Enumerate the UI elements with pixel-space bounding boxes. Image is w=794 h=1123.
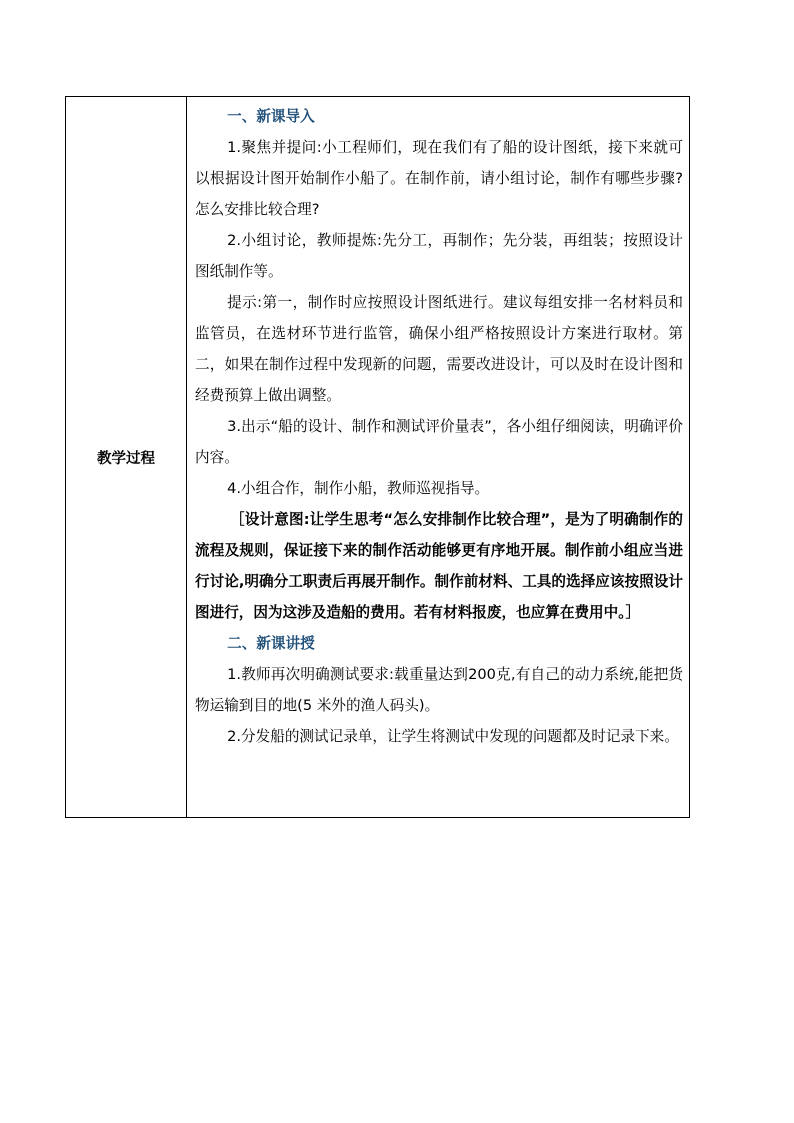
- content-cell: [187, 97, 690, 818]
- paragraph-cooperation: 4.小组合作，制作小船，教师巡视指导。: [227, 480, 490, 497]
- section-heading-intro: 一、新课导入: [227, 108, 315, 125]
- paragraph-focus-question: 1.聚焦并提问:小工程师们，现在我们有了船的设计图纸，接下来就可以根据设计图开始制作小船了。在制作前，请小组讨论，制作有哪些步骤?怎么安排比较合理?: [195, 139, 683, 218]
- content-body: [187, 97, 689, 752]
- paragraph-test-record: 2.分发船的测试记录单，让学生将测试中发现的问题都及时记录下来。: [227, 728, 679, 745]
- table-row: [66, 97, 690, 818]
- paragraph-group-discussion: 2.小组讨论，教师提炼:先分工，再制作；先分装，再组装；按照设计图纸制作等。: [195, 232, 683, 280]
- row-label: 教学过程: [97, 450, 155, 467]
- paragraph-tips: 提示:第一，制作时应按照设计图纸进行。建议每组安排一名材料员和监管员，在选材环节进行监管，确保小组严格按照设计方案进行取材。第二，如果在制作过程中发现新的问题，需要改进设计，可以及时在设计图和经费预算上做出调整。: [195, 294, 683, 404]
- paragraph-test-requirements: 1.教师再次明确测试要求:载重量达到200克,有自己的动力系统,能把货物运输到目的地(5 米外的渔人码头)。: [195, 666, 683, 714]
- label-cell: [66, 97, 187, 818]
- paragraph-rubric: 3.出示“船的设计、制作和测试评价量表”，各小组仔细阅读，明确评价内容。: [195, 418, 683, 466]
- lesson-table: [65, 96, 690, 818]
- design-intent: ［设计意图:让学生思考“怎么安排制作比较合理”，是为了明确制作的流程及规则，保证接下来的制作活动能够更有序地开展。制作前小组应当进行讨论,明确分工职责后再展开制作。制作前材料、工具的选择应该按照设计图进行，因为这涉及造船的费用。若有材料报废，也应算在费用中。］: [195, 511, 683, 621]
- section-heading-teaching: 二、新课讲授: [227, 635, 315, 652]
